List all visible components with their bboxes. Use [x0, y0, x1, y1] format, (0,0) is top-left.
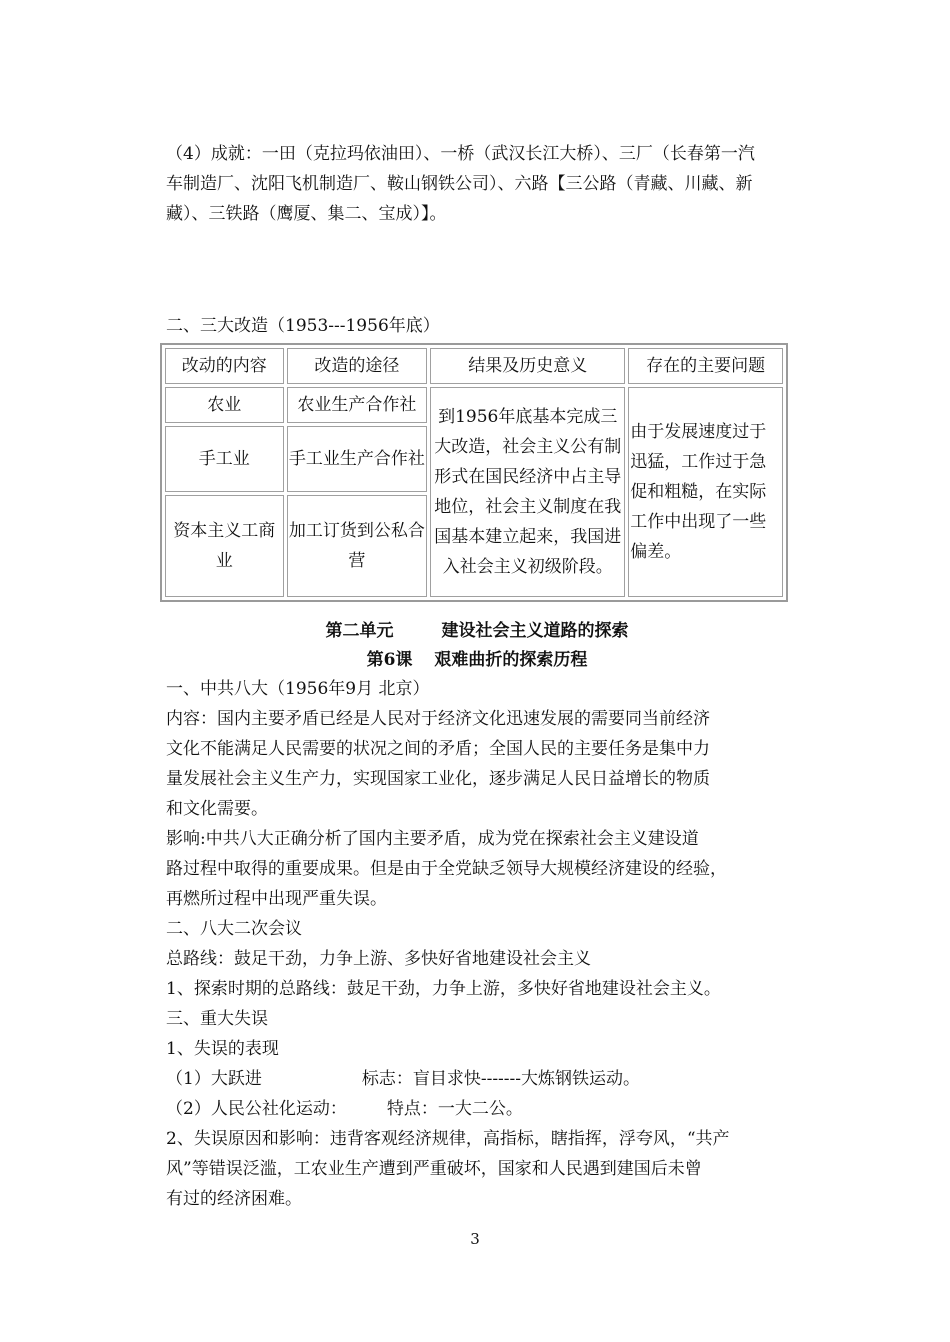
text-line: 内容：国内主要矛盾已经是人民对于经济文化迅速发展的需要同当前经济 — [166, 709, 710, 729]
unit-name: 建设社会主义道路的探索 — [441, 621, 629, 641]
text-line: 和文化需要。 — [166, 799, 268, 819]
mistake-item — [166, 1064, 788, 1094]
table-header-cell: 结果及历史意义 — [430, 348, 625, 384]
table-cell: 手工业 — [165, 426, 284, 492]
text-line: 藏）、三铁路（鹰厦、集二、宝成）】。 — [166, 204, 447, 224]
table-cell: 加工订货到公私合营 — [287, 495, 428, 597]
achievements-paragraph — [166, 139, 788, 229]
unit-title — [166, 616, 788, 646]
lesson-number: 第6课 — [366, 650, 413, 670]
text-line: 三、重大失误 — [166, 1009, 268, 1029]
table-cell: 手工业生产合作社 — [287, 426, 428, 492]
text-line: 1、探索时期的总路线：鼓足干劲，力争上游，多快好省地建设社会主义。 — [166, 979, 721, 999]
table-header-cell: 改造的途径 — [287, 348, 428, 384]
mistake-name: （1）大跃进 — [166, 1069, 262, 1089]
mistake-name: （2）人民公社化运动： — [166, 1099, 347, 1119]
text-line: 再燃所过程中出现严重失误。 — [166, 889, 387, 909]
text-line: （4）成就：一田（克拉玛依油田）、一桥（武汉长江大桥）、三厂（长春第一汽 — [166, 144, 755, 164]
text-line: 有过的经济困难。 — [166, 1189, 302, 1209]
table-header-cell: 存在的主要问题 — [628, 348, 783, 384]
lesson-title — [166, 645, 788, 675]
three-reforms-heading: 二、三大改造（1953---1956年底） — [166, 316, 440, 336]
table-header-row — [165, 348, 783, 384]
text-line: 文化不能满足人民需要的状况之间的矛盾；全国人民的主要任务是集中力 — [166, 739, 710, 759]
text-line: 量发展社会主义生产力，实现国家工业化，逐步满足人民日益增长的物质 — [166, 769, 710, 789]
table-cell: 农业 — [165, 387, 284, 423]
text-line: 2、失误原因和影响：违背客观经济规律，高指标，瞎指挥，浮夸风，“共产 — [166, 1129, 730, 1149]
lesson-name: 艰难曲折的探索历程 — [434, 650, 588, 670]
page-number: 3 — [470, 1230, 480, 1248]
text-line: 风”等错误泛滥，工农业生产遭到严重破坏，国家和人民遇到建国后未曾 — [166, 1159, 702, 1179]
table-cell: 农业生产合作社 — [287, 387, 428, 423]
text-line: 1、失误的表现 — [166, 1039, 279, 1059]
unit-number: 第二单元 — [325, 621, 394, 641]
problem-cell: 由于发展速度过于迅猛，工作过于急促和粗糙，在实际工作中出现了一些偏差。 — [628, 387, 783, 597]
text-line: 车制造厂、沈阳飞机制造厂、鞍山钢铁公司）、六路【三公路（青藏、川藏、新 — [166, 174, 753, 194]
mistake-detail: 标志：盲目求快-------大炼钢铁运动。 — [361, 1069, 641, 1089]
mistake-item — [166, 1094, 788, 1124]
text-line: 影响:中共八大正确分析了国内主要矛盾，成为党在探索社会主义建设道 — [166, 829, 699, 849]
body-paragraphs — [166, 674, 788, 1214]
text-line: 二、八大二次会议 — [166, 919, 302, 939]
three-reforms-table — [160, 343, 788, 602]
text-line: 路过程中取得的重要成果。但是由于全党缺乏领导大规模经济建设的经验， — [166, 859, 727, 879]
text-line: 总路线：鼓足干劲，力争上游、多快好省地建设社会主义 — [166, 949, 591, 969]
table-header-cell: 改动的内容 — [165, 348, 284, 384]
table-cell: 资本主义工商业 — [165, 495, 284, 597]
result-cell: 到1956年底基本完成三大改造，社会主义公有制形式在国民经济中占主导地位，社会主义制度在我国基本建立起来，我国进入社会主义初级阶段。 — [430, 387, 625, 597]
table-row — [165, 387, 783, 423]
mistake-detail: 特点：一大二公。 — [386, 1099, 523, 1119]
text-line: 一、中共八大（1956年9月 北京） — [166, 679, 430, 699]
